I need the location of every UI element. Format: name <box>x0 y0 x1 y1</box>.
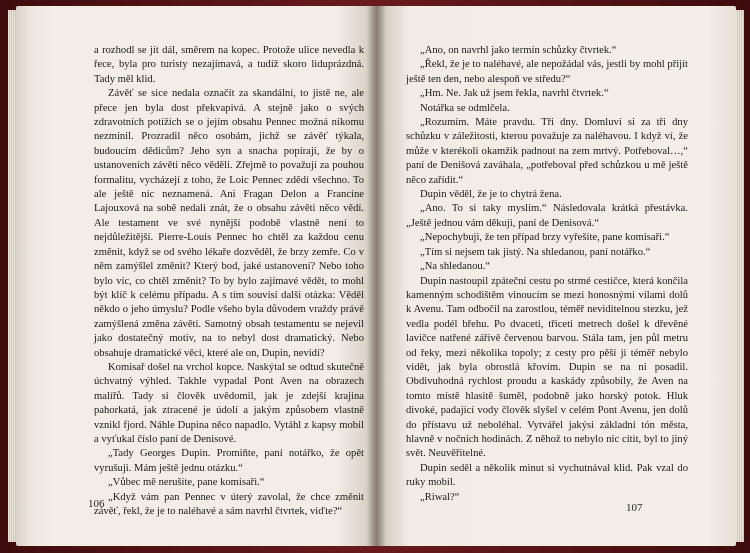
paragraph: „Na shledanou.“ <box>420 261 491 273</box>
paragraph: „Vůbec mě nerušíte, pane komisaři.“ <box>108 477 265 489</box>
paragraph: Dupin nastoupil zpáteční cestu po strmé cestičce, která končila kamenným schodištěm vinoucím se mezi honosnými vilami dolů k Avenu. Tam odbočil na zarostlou, téměř neviditelnou stezku, jež vedla podél břehu. Po dvaceti, třiceti metrech došel k dřevěné lavičce natřené zářivě červenou barvou. Stála tam, jen půl metru od řeky, mezi několika topoly; z cesty pro pěší ji téměř nebylo vidět, jak byla obrostlá křovím. Dupin se na ni posadil. Obdivuhodná rychlost proudu a kaskády způsobily, že Aven na tomto místě hlasitě šuměl, podobně jako horský potok. Hluk divoké, padající vody člověk slyšel v celém Pont Avenu, jen dolů do přístavu už neboléhal. Vytvářel jakýsi základní tón města, hlavně v nočních hodinách. Z něhož to nebylo nic cítit, byl to jiný svět. Neuvěřitelné. <box>406 275 688 460</box>
book-gutter <box>366 6 386 546</box>
page-number: 106 <box>88 498 105 510</box>
right-page <box>376 6 736 546</box>
paragraph: „Ano, on navrhl jako termín schůzky čtvrtek.“ <box>420 45 617 56</box>
paragraph: „Nepochybuji, že ten případ brzy vyřešíte, pane komisaři.“ <box>420 232 670 244</box>
paragraph: „Tady Georges Dupin. Promiňte, paní notářko, že opět vyrušuji. Mám ještě jednu otázku.“ <box>94 448 364 474</box>
paragraph: „Řekl, že je to naléhavé, ale nepožádal vás, jestli by mohl přijít ještě ten den, nebo alespoň ve středu?“ <box>406 59 688 85</box>
paragraph: „Ano. To si taky myslím.“ Následovala krátká přestávka. „Ještě jednou vám děkuji, paní de Denisová.“ <box>406 203 688 229</box>
paragraph: „Hm. Ne. Jak už jsem řekla, navrhl čtvrtek.“ <box>420 88 609 100</box>
paragraph: „Tím si nejsem tak jistý. Na shledanou, paní notářko.“ <box>420 246 651 258</box>
left-page <box>16 6 376 546</box>
paragraph: „Riwal?“ <box>420 491 460 503</box>
paragraph: Dupin seděl a několik minut si vychutnával klid. Pak vzal do ruky mobil. <box>406 462 688 489</box>
paragraph: „Když vám pan Pennec v úterý zavolal, že chce změnit závěť, řekl, že je to naléhavé a sám navrhl čtvrtek, viďte?“ <box>94 491 364 517</box>
right-page-text <box>406 44 688 505</box>
paragraph: Notářka se odmlčela. <box>420 102 510 114</box>
paragraph: Komisař došel na vrchol kopce. Naskýtal se odtud skutečně úchvatný výhled. Takhle vypadal Pont Aven na obrazech malířů. Tady si člověk uvědomil, jak je zdejší krajina pahorkatá, jak ztracené je údolí a jakým způsobem vlastně vznikl fjord. Náhle Dupina něco napadlo. Vytáhl z kapsy mobil a vyťukal číslo paní de Denisové. <box>94 361 364 445</box>
page-number: 107 <box>626 502 643 514</box>
paragraph: Dupin věděl, že je to chytrá žena. <box>420 189 562 201</box>
paragraph: a rozhodl se jít dál, směrem na kopec. Protože ulice nevedla k řece, byla pro turisty nezajímavá, a tudíž skoro liduprázdná. Tady měl klid. <box>94 45 364 85</box>
paragraph: Závěť se sice nedala označit za skandální, to jistě ne, ale přece jen byla dost překvapivá. A stejně jako o svých zdravotních potížích se o jejím obsahu Pennec možná nikomu nezmínil. Prozradil něco osobám, jichž se závěť týkala, budoucím dědicům? Jeho syn a snacha popírají, že by o ustanoveních závěti něco věděli. Zřejmě to považují za pouhou formalitu, vycházejí z toho, že Loic Pennec zdědí všechno. To ale ještě nic neznamená. Ani Fragan Delon a Francine Lajouxová na sobě nedali znát, že o obsahu závěti něco vědí. Ale testament ve své nynější podobě vlastně není to nejdůležitější. Pierre-Louis Pennec ho chtěl za každou cenu změnit, když se od svého lékaře dozvěděl, že brzy zemře. Co v něm zamýšlel změnit? Který bod, jaké ustanovení? Nebo toho bylo víc, co chtěl změnit? To by bylo zajímavé vědět, to mohl být klíč k celému případu. A s tím souvisí další otázka: Věděl někdo o jeho úmyslu? Podle všeho byla důvodem vraždy právě zamýšlená změna závěti. Samotný obsah testamentu se nejevil jako dostatečný motiv, na to nebyl dost dramatický. Nebo obsahuje dramatické věci, které ale on, Dupin, nevidí? <box>94 88 364 359</box>
left-page-text <box>94 44 364 519</box>
paragraph: „Rozumím. Máte pravdu. Tři dny. Domluví si za tři dny schůzku v záležitosti, kterou považuje za naléhavou. I když ví, že může v kterékoli okamžik padnout na zem mrtvý. Potřeboval…,“ paní de Denišová zaváhala, „potřeboval před schůzkou u mě ještě něco zařídit.“ <box>406 117 688 186</box>
